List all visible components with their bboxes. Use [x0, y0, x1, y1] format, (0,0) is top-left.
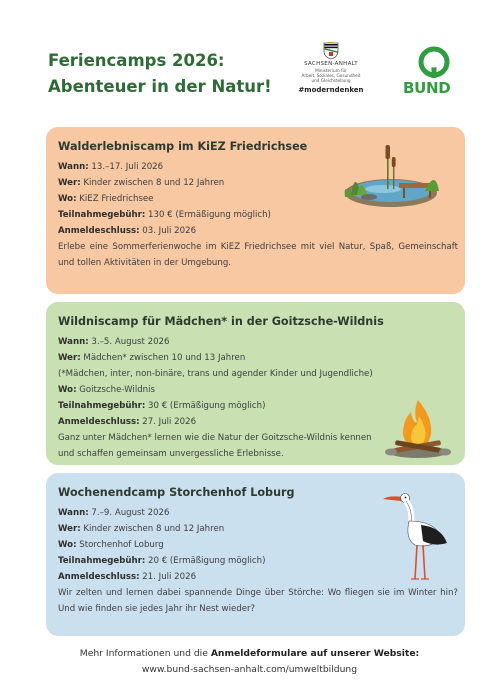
footer-info: Mehr Informationen und die Anmeldeformulare auf unserer Website:	[79, 648, 420, 659]
camp-audience-note: (*Mädchen, inter, non-binäre, trans und agender Kinder und Jugendliche)	[58, 369, 373, 379]
camp-date: 7.–9. August 2026	[91, 508, 170, 518]
camp-date: 13.–17. Juli 2026	[91, 162, 164, 172]
campfire-illustration	[381, 394, 455, 460]
camp-audience: Kinder zwischen 8 und 12 Jahren	[83, 524, 225, 534]
camp-deadline: 27. Juli 2026	[142, 417, 197, 427]
sa-logo-subtitle: Ministerium für Arbeit, Soziales, Gesundheit und Gleichstellung	[301, 68, 361, 83]
title-line-1: Feriencamps 2026:	[48, 51, 225, 70]
camp-audience: Mädchen* zwischen 10 und 13 Jahren	[83, 353, 246, 363]
camp-location: Goitzsche-Wildnis	[79, 385, 155, 395]
pond-illustration	[339, 139, 449, 215]
page-title	[48, 48, 272, 100]
sa-logo-name: SACHSEN-ANHALT	[304, 61, 358, 67]
camp-description: Wir zelten und lernen dabei spannende Dinge über Störche: Wo fliegen sie im Winter hin? Und wie finden sie jedes Jahr ihr Nest wieder?	[58, 588, 458, 614]
header	[0, 0, 499, 120]
website-link[interactable]: www.bund-sachsen-anhalt.com/umweltbildung	[141, 664, 358, 675]
camp-title: Wochenendcamp Storchenhof Loburg	[58, 486, 295, 499]
camp-card-walderlebnis	[46, 127, 465, 294]
camp-details: Wann: 7.–9. August 2026 Wer: Kinder zwischen 8 und 12 Jahren Wo: Storchenhof Loburg Teilnahmegebühr: 20 € (Ermäßigung möglich) Anmeldeschluss: 21. Juli 2026 Wir zelten und lernen dabei spannende Dinge über Störche: Wo fliegen sie im Winter hin? Und wie finden sie jedes Jahr ihr Nest wieder?	[58, 505, 453, 617]
camp-card-storchenhof	[46, 473, 465, 636]
camp-card-wildnis	[46, 302, 465, 465]
camp-fee: 130 € (Ermäßigung möglich)	[148, 210, 271, 220]
camp-location: Storchenhof Loburg	[79, 540, 164, 550]
camp-title: Walderlebniscamp im KiEZ Friedrichsee	[58, 140, 308, 153]
sa-logo-tagline: #moderndenken	[298, 86, 364, 94]
camp-description: Erlebe eine Sommerferienwoche im KiEZ Friedrichsee mit viel Natur, Spaß, Gemeinschaft und tollen Aktivitäten in der Umgebung.	[58, 242, 458, 268]
coat-of-arms-icon	[323, 42, 339, 60]
camp-title: Wildniscamp für Mädchen* in der Goitzsche-Wildnis	[58, 315, 384, 328]
camp-fee: 30 € (Ermäßigung möglich)	[148, 401, 266, 411]
camp-description: Ganz unter Mädchen* lernen wie die Natur der Goitzsche-Wildnis kennen und schaffen gemeinsam unvergessliche Erlebnisse.	[58, 433, 372, 459]
camp-location: KiEZ Friedrichsee	[79, 194, 154, 204]
sachsen-anhalt-logo	[288, 42, 374, 94]
camp-details: Wann: 3.–5. August 2026 Wer: Mädchen* zwischen 10 und 13 Jahren (*Mädchen, inter, non-binäre, trans und agender Kinder und Jugendliche) Wo: Goitzsche-Wildnis Teilnahmegebühr: 30 € (Ermäßigung möglich) Anmeldeschluss: 27. Juli 2026 Ganz unter Mädchen* lernen wie die Natur der Goitzsche-Wildnis kennen und schaffen gemeinsam unvergessliche Erlebnisse.	[58, 334, 453, 462]
bund-logo-text: BUND	[403, 79, 451, 97]
title-line-2: Abenteuer in der Natur!	[48, 77, 272, 96]
footer	[0, 646, 499, 678]
stork-illustration	[381, 487, 451, 583]
camp-deadline: 21. Juli 2026	[142, 572, 197, 582]
camp-details: Wann: 13.–17. Juli 2026 Wer: Kinder zwischen 8 und 12 Jahren Wo: KiEZ Friedrichsee Teilnahmegebühr: 130 € (Ermäßigung möglich) Anmeldeschluss: 03. Juli 2026 Erlebe eine Sommerferienwoche im KiEZ Friedrichsee mit viel Natur, Spaß, Gemeinschaft und tollen Aktivitäten in der Umgebung.	[58, 159, 453, 271]
camp-deadline: 03. Juli 2026	[142, 226, 197, 236]
camp-date: 3.–5. August 2026	[91, 337, 170, 347]
camp-fee: 20 € (Ermäßigung möglich)	[148, 556, 266, 566]
camp-audience: Kinder zwischen 8 und 12 Jahren	[83, 178, 225, 188]
